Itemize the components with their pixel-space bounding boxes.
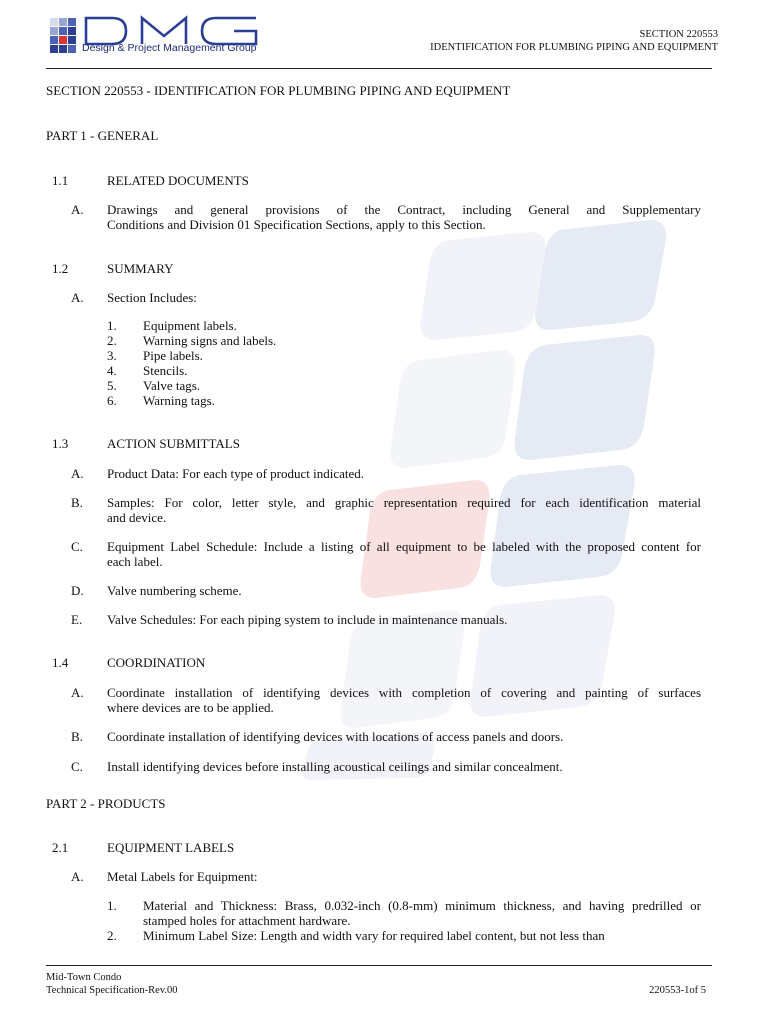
page-header-info	[430, 28, 718, 54]
paragraph-line: Material and Thickness: Brass, 0.032-inch (0.8-mm) minimum thickness, and having predrilled or	[143, 898, 701, 913]
paragraph-letter: A.	[71, 202, 84, 217]
list-item-number: 3.	[107, 348, 117, 363]
list-item: Warning tags.	[143, 393, 215, 408]
article-1-2-number: 1.2	[52, 261, 69, 276]
paragraph-line: stamped holes for attachment hardware.	[143, 913, 351, 928]
part-1-heading: PART 1 - GENERAL	[46, 128, 159, 143]
article-1-1-number: 1.1	[52, 173, 69, 188]
paragraph-letter: A.	[71, 869, 84, 884]
document-title: SECTION 220553 - IDENTIFICATION FOR PLUMBING PIPING AND EQUIPMENT	[46, 83, 511, 98]
paragraph-1-1-a	[107, 202, 701, 232]
footer-project: Mid-Town Condo	[46, 972, 122, 983]
footer-revision: Technical Specification-Rev.00	[46, 985, 178, 996]
paragraph-line: where devices are to be applied.	[107, 700, 274, 715]
paragraph-1-3-e: Valve Schedules: For each piping system to include in maintenance manuals.	[107, 612, 508, 627]
paragraph-letter: C.	[71, 539, 83, 554]
list-item: Stencils.	[143, 363, 188, 378]
list-item-number: 2.	[107, 928, 117, 943]
paragraph-1-4-b: Coordinate installation of identifying devices with locations of access panels and doors.	[107, 729, 564, 744]
list-item	[143, 898, 701, 928]
list-item-number: 4.	[107, 363, 117, 378]
paragraph-line: each label.	[107, 554, 163, 569]
list-item: Warning signs and labels.	[143, 333, 277, 348]
footer-page-number: 220553-1of 5	[649, 985, 706, 996]
paragraph-line: Samples: For color, letter style, and graphic representation required for each identification material	[107, 495, 701, 510]
header-section-number: SECTION 220553	[639, 29, 718, 40]
paragraph-letter: A.	[71, 466, 84, 481]
paragraph-1-4-c: Install identifying devices before installing acoustical ceilings and similar concealment.	[107, 759, 563, 774]
paragraph-letter: B.	[71, 495, 83, 510]
list-item-number: 2.	[107, 333, 117, 348]
paragraph-line: Conditions and Division 01 Specification Sections, apply to this Section.	[107, 217, 486, 232]
article-1-2-heading: SUMMARY	[107, 261, 174, 276]
list-item-number: 5.	[107, 378, 117, 393]
company-logo	[46, 14, 266, 62]
paragraph-1-3-d: Valve numbering scheme.	[107, 583, 242, 598]
paragraph-letter: C.	[71, 759, 83, 774]
article-1-3-number: 1.3	[52, 436, 69, 451]
paragraph-letter: D.	[71, 583, 84, 598]
paragraph-letter: A.	[71, 290, 84, 305]
list-item-number: 1.	[107, 898, 117, 913]
paragraph-letter: A.	[71, 685, 84, 700]
list-item: Minimum Label Size: Length and width vary for required label content, but not less than	[143, 928, 605, 943]
list-item: Valve tags.	[143, 378, 201, 393]
article-2-1-heading: EQUIPMENT LABELS	[107, 840, 235, 855]
list-item: Equipment labels.	[143, 318, 237, 333]
paragraph-line: Drawings and general provisions of the Contract, including General and Supplementary	[107, 202, 701, 217]
paragraph-line: Equipment Label Schedule: Include a listing of all equipment to be labeled with the proposed content for	[107, 539, 701, 554]
header-divider	[46, 68, 712, 69]
paragraph-1-3-b	[107, 495, 701, 525]
logo-tagline: Design & Project Management Group	[82, 42, 257, 54]
paragraph-1-2-a: Section Includes:	[107, 290, 197, 305]
footer-divider	[46, 965, 712, 966]
paragraph-1-4-a	[107, 685, 701, 715]
page-footer-info	[46, 971, 178, 997]
article-2-1-number: 2.1	[52, 840, 69, 855]
article-1-3-heading: ACTION SUBMITTALS	[107, 436, 240, 451]
paragraph-1-3-a: Product Data: For each type of product indicated.	[107, 466, 365, 481]
article-1-4-heading: COORDINATION	[107, 655, 206, 670]
paragraph-1-3-c	[107, 539, 701, 569]
paragraph-2-1-a: Metal Labels for Equipment:	[107, 869, 258, 884]
part-2-heading: PART 2 - PRODUCTS	[46, 796, 166, 811]
paragraph-line: Coordinate installation of identifying devices with completion of covering and painting of surfaces	[107, 685, 701, 700]
list-item: Pipe labels.	[143, 348, 203, 363]
list-item-number: 6.	[107, 393, 117, 408]
header-section-title: IDENTIFICATION FOR PLUMBING PIPING AND EQUIPMENT	[430, 42, 718, 53]
paragraph-letter: B.	[71, 729, 83, 744]
paragraph-line: and device.	[107, 510, 167, 525]
article-1-1-heading: RELATED DOCUMENTS	[107, 173, 249, 188]
article-1-4-number: 1.4	[52, 655, 69, 670]
paragraph-letter: E.	[71, 612, 83, 627]
list-item-number: 1.	[107, 318, 117, 333]
